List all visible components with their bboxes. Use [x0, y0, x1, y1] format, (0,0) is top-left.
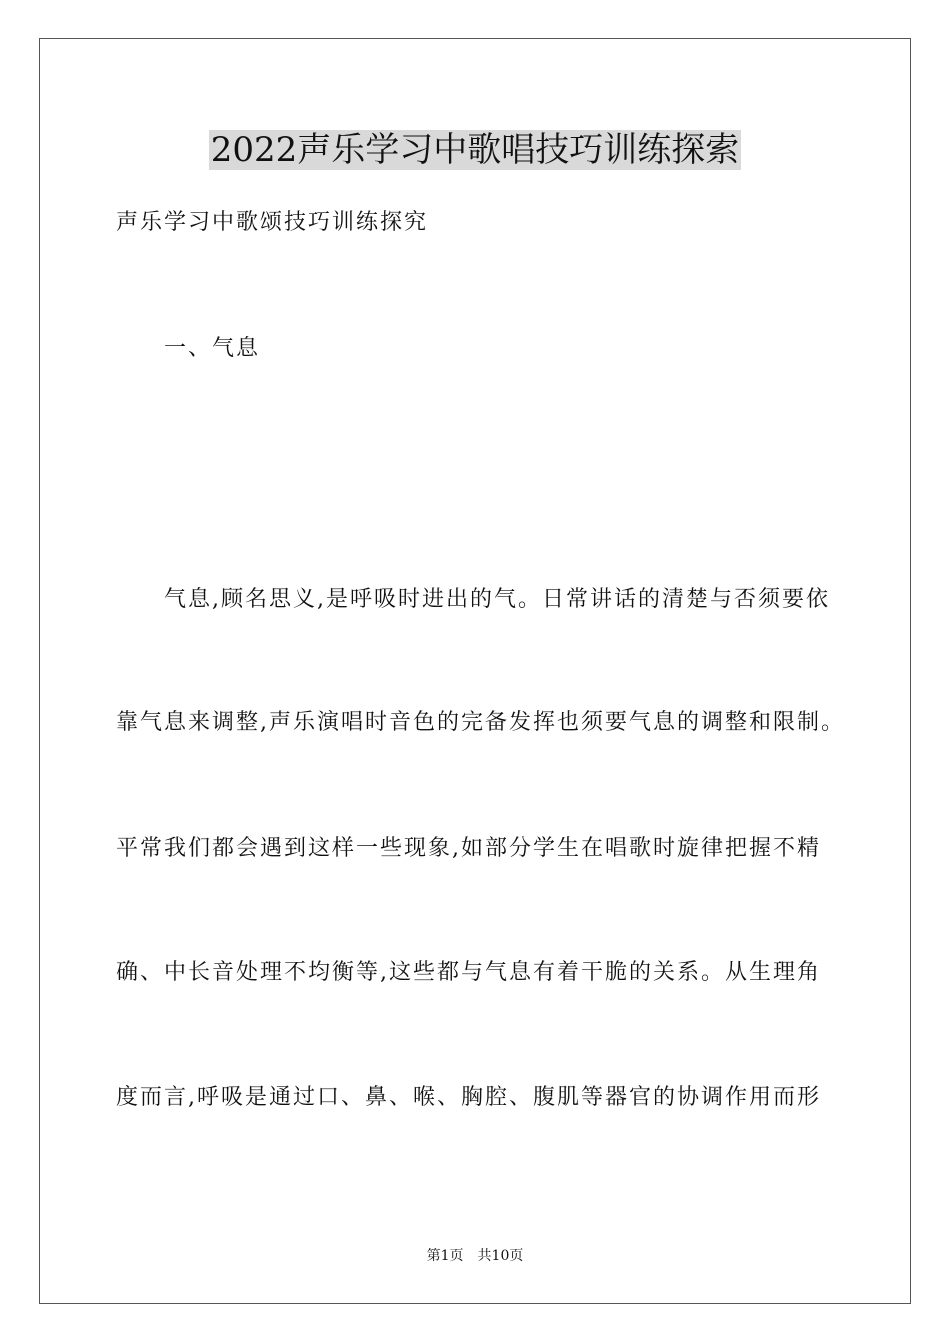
section-heading: 一、气息: [164, 336, 261, 361]
paragraph-line: 平常我们都会遇到这样一些现象,如部分学生在唱歌时旋律把握不精: [116, 836, 821, 861]
paragraph-line: 气息,顾名思义,是呼吸时进出的气。日常讲话的清楚与否须要依: [164, 587, 830, 612]
paragraph-line: 靠气息来调整,声乐演唱时音色的完备发挥也须要气息的调整和限制。: [116, 710, 845, 735]
paragraph-line: 确、中长音处理不均衡等,这些都与气息有着干脆的关系。从生理角: [116, 960, 821, 985]
document-title: [0, 128, 950, 172]
page-footer: 第1页 共10页: [426, 1248, 524, 1264]
document-subtitle: 声乐学习中歌颂技巧训练探究: [116, 210, 429, 235]
paragraph-line: 度而言,呼吸是通过口、鼻、喉、胸腔、腹肌等器官的协调作用而形: [116, 1085, 821, 1110]
document-title-text: 2022声乐学习中歌唱技巧训练探索: [210, 130, 740, 170]
